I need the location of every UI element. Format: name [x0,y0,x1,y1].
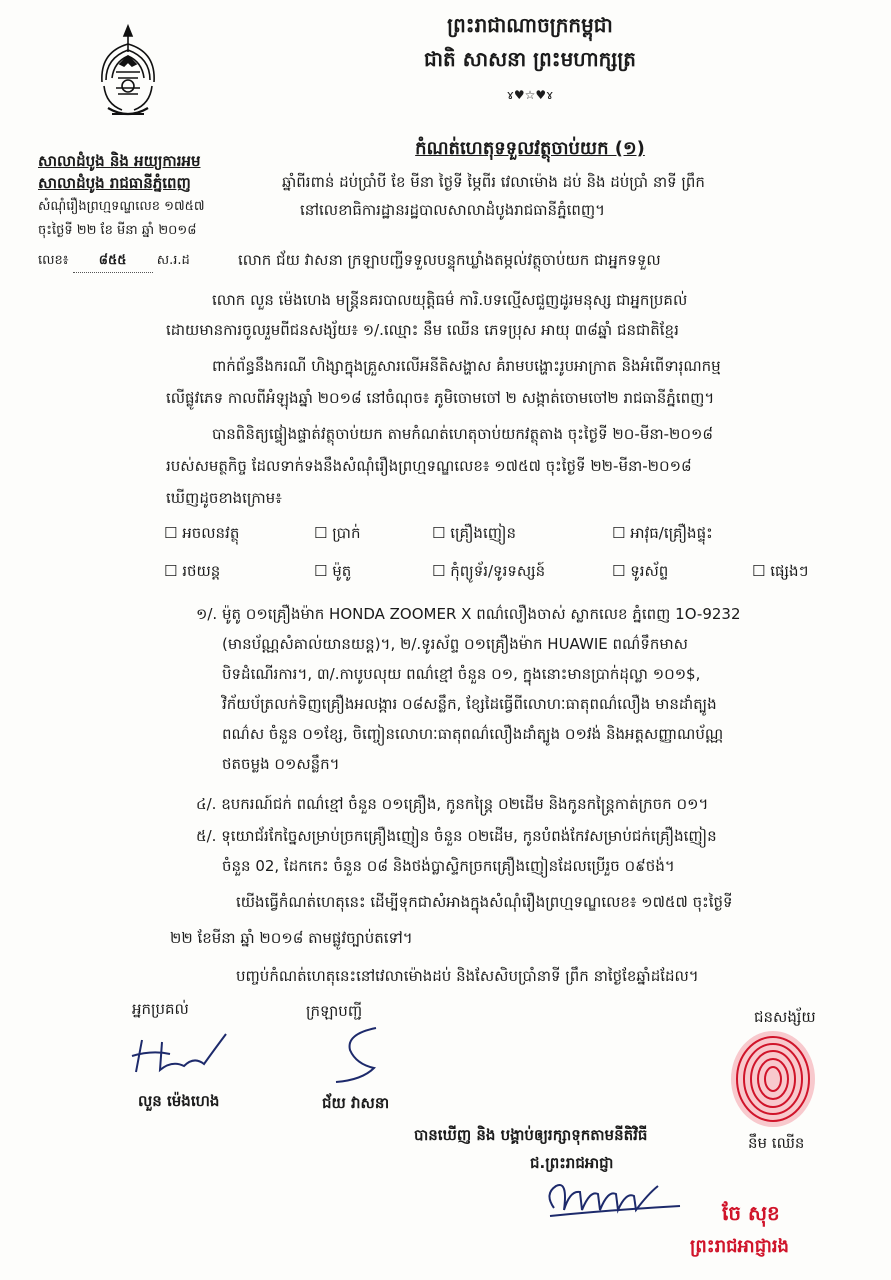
motto-heading: ជាតិ សាសនា ព្រះមហាក្សត្រ [424,47,636,71]
closing-line-a: យើងធ្វើកំណត់ហេតុនេះ ដើម្បីទុកជាសំអាងក្នុងសំណុំរឿងព្រហ្មទណ្ឌលេខ៖ ១៧៥៧ ចុះថ្ងៃទី [236,893,733,911]
thumbprint-icon [726,1026,820,1132]
checkbox-computer-tv: ☐ កុំព្យូទ័រ/ទូរទស្សន៍ [432,562,546,580]
item-1-line-b: (មានប័ណ្ណសំគាល់យានយន្ត)។, ២/.ទូរស័ព្ទ ០១គ្រឿងម៉ាក HUAWIE ពណ៌ទឹកមាស [222,635,688,653]
item-1-line-c: បិទដំណើរការ។, ៣/.កាបូបលុយ ពណ៌ខ្មៅ ចំនួន ០១, ក្នុងនោះមានប្រាក់ដុល្លា ១០១$, [222,665,701,683]
prosecutor-signature-icon [540,1170,690,1230]
prosecutor-name: ចែ សុខ [722,1201,780,1225]
item-1-line-f: ថតចម្លង ០១សន្លឹក។ [222,755,340,773]
suspect-name: នឹម ឈើន [748,1134,805,1152]
clerk-name: ជ័យ វាសនា [322,1094,390,1112]
clerk-signature-icon [316,1020,406,1090]
checkbox-weapons: ☐ អាវុធ/គ្រឿងផ្ទុះ [612,524,713,542]
giver-signature-icon [122,1020,242,1080]
closing-line-b: ២២ ខែមីនា ឆ្នាំ ២០១៨ តាមផ្លូវច្បាប់តទៅ។ [170,929,413,947]
kingdom-heading: ព្រះរាជាណាចក្រកម្ពុជា [447,13,613,37]
checkbox-car: ☐ រថយន្ត [164,562,221,580]
paragraph-case-a: ពាក់ព័ន្ធនឹងករណី ហិង្សាក្នុងគ្រួសារលើអនីតិសង្ហាស គំរាមបង្ហោះរូបអាក្រាត និងអំពើទារុណកម្ម [212,357,721,375]
suspect-label: ជនសង្ស័យ [754,1008,816,1026]
paragraph-verify-b: របស់សមត្ថកិច្ច ដែលទាក់ទងនឹងសំណុំរឿងព្រហ្មទណ្ឌលេខ៖ ១៧៥៧ ចុះថ្ងៃទី ២២-មីនា-២០១៨ [166,457,692,475]
item-1-line-d: វិក័យប័ត្រលក់ទិញគ្រឿងអលង្ការ ០៨សន្លឹក, ខ្សែដៃធ្វើពីលោហៈធាតុពណ៌លឿង មានដាំត្បូង [222,695,717,713]
paragraph-suspect: ដោយមានការចូលរួមពីជនសង្ស័យ៖ ១/.ឈ្មោះ នឹម ឈើន ភេទប្រុស អាយុ ៣៨ឆ្នាំ ជនជាតិខ្មែរ [166,321,679,339]
checkbox-phone: ☐ ទូរស័ព្ទ [612,562,669,580]
paragraph-receiver: លោក ជ័យ វាសនា ក្រឡាបញ្ជីទទួលបន្ទុកឃ្លាំងតម្កល់វត្ថុចាប់យក ជាអ្នកទទួល [238,251,661,269]
closing-end-line: បញ្ចប់កំណត់ហេតុនេះនៅវេលាម៉ោងដប់ និងសែសិបប្រាំនាទី ព្រឹក នាថ្ងៃខែឆ្នាំដដែល។ [236,967,699,985]
court-date-line: ចុះថ្ងៃទី ២២ ខែ មីនា ឆ្នាំ ២០១៨ [38,223,197,238]
checkbox-other: ☐ ផ្សេងៗ [752,562,809,580]
paragraph-verify-c: ឃើញដូចខាងក្រោម៖ [166,489,282,507]
clerk-label: ក្រឡាបញ្ជី [306,1002,363,1020]
approval-subtitle: ជ.ព្រះរាជអាជ្ញា [530,1154,614,1172]
checkbox-drugs: ☐ គ្រឿងញៀន [432,524,516,542]
court-number-value: ៨៥៥ [73,250,153,273]
item-5-line-a: ៥/. ទុយោជ័រកែច្នៃសម្រាប់ច្រកគ្រឿងញៀន ចំនួន ០២ដើម, កូនបំពង់កែវសម្រាប់ជក់គ្រឿងញៀន [196,827,717,845]
court-line-2: សាលាដំបូង រាជធានីភ្នំពេញ [38,174,191,192]
court-line-1: សាលាដំបូង និង អយ្យការអម [38,152,201,170]
paragraph-verify-a: បានពិនិត្យផ្ទៀងផ្ទាត់វត្ថុចាប់យក តាមកំណត់ហេតុចាប់យកវត្ថុតាង ចុះថ្ងៃទី ២០-មីនា-២០១៨ [212,425,713,443]
item-4: ៤/. ឧបករណ៍ជក់ ពណ៌ខ្មៅ ចំនួន ០១គ្រឿង, កូនកន្ត្រៃ ០២ដើម និងកូនកន្ត្រៃកាត់ក្រចក ០១។ [196,795,709,813]
item-5-line-b: ចំនួន 02, ដែកកេះ ចំនួន ០៨ និងថង់ប្លាស្ទិកច្រកគ្រឿងញៀនដែលប្រើរួច ០៩ថង់។ [222,857,675,875]
paragraph-date: ឆ្នាំពីរពាន់ ដប់ប្រាំបី ខែ មីនា ថ្ងៃទី ម្ភៃពីរ វេលាម៉ោង ដប់ និង ដប់ប្រាំ នាទី ព្រឹក [282,173,705,191]
prosecutor-title: ព្រះរាជអាជ្ញារង [690,1236,789,1257]
approval-text: បានឃើញ និង បង្គាប់ឲ្យរក្សាទុកតាមនីតិវិធី [414,1126,648,1144]
item-1-line-a: ១/. ម៉ូតូ ០១គ្រឿងម៉ាក HONDA ZOOMER X ពណ៌លឿងចាស់ ស្លាកលេខ ភ្នំពេញ 1O-9232 [196,605,741,623]
court-case-line: សំណុំរឿងព្រហ្មទណ្ឌលេខ ១៧៥៧ [38,199,205,214]
court-number-suffix: ស.រ.ដ [156,253,190,268]
giver-label: អ្នកប្រគល់ [132,1000,189,1018]
court-number-label: លេខ៖ [38,253,69,268]
paragraph-giver: លោក លួន ម៉េងហេង មន្ត្រីនគរបាលយុត្តិធម៌ ការិ.បទល្មើសជួញដូរមនុស្ស ជាអ្នកប្រគល់ [212,291,688,309]
checkbox-real-estate: ☐ អចលនវត្ថុ [164,524,240,542]
header-ornament: ɤ♥☆♥ɤ [506,88,554,102]
court-number-line [38,250,190,273]
document-title: កំណត់ហេតុទទួលវត្ថុចាប់យក (១) [415,138,645,159]
paragraph-case-b: លើផ្លូវភេទ កាលពីអំឡុងឆ្នាំ ២០១៨ នៅចំណុច៖ ភូមិចោមចៅ ២ សង្កាត់ចោមចៅ២ រាជធានីភ្នំពេញ។ [166,389,715,407]
giver-name: លួន ម៉េងហេង [138,1092,220,1110]
checkbox-money: ☐ ប្រាក់ [314,524,361,542]
item-1-line-e: ពណ៌ស ចំនួន ០១ខ្សែ, ចិញ្ចៀនលោហៈធាតុពណ៌លឿងដាំត្បូង ០១វង់ និងអត្តសញ្ញាណប័ណ្ណ [222,725,724,743]
paragraph-location: នៅលេខាធិការដ្ឋានរដ្ឋបាលសាលាដំបូងរាជធានីភ្នំពេញ។ [300,201,606,219]
checkbox-motorbike: ☐ ម៉ូតូ [314,562,352,580]
royal-emblem-icon [92,22,164,132]
